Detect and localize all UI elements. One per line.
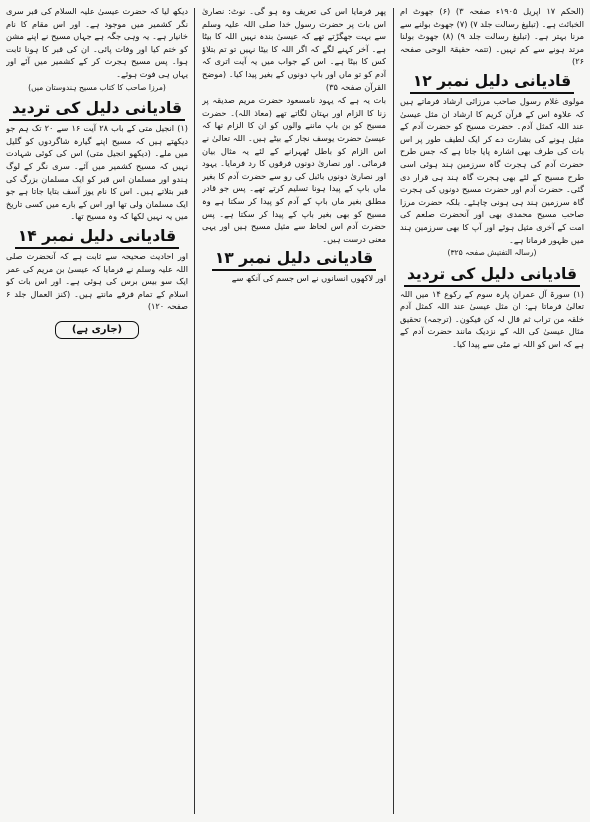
section-heading: قادیانی دلیل کی تردید bbox=[6, 98, 188, 121]
paragraph: (۱) انجیل متی کے باب ۲۸ آیت ۱۶ سے ۲۰ تک ہم جو دیکھتے ہیں کہ مسیح اپنے گیارہ شاگردوں کو گلیل میں ملے۔ (دیکھو انجیل متی) اس کی کوئی شہادت نہیں کہ مسیح کشمیر میں آئے۔ سری نگر کے لوگ ہندو اور مسلمان اس قبر کو ایک مسلمان بزرگ کی قبر بتلاتے ہیں۔ اس کا نام یوز آسف بتایا جاتا ہے جو ایک مسلمان ولی تھا اور اس کے بارے میں کسی تاریخ میں یہ نہیں لکھا کہ وہ مسیح تھا۔ bbox=[6, 123, 188, 222]
reference: (رسالہ التفتیش صفحہ ۳۲۵) bbox=[447, 248, 537, 258]
section-heading: قادیانی دلیل نمبر ۱۲ bbox=[400, 71, 584, 94]
column-divider bbox=[393, 8, 394, 814]
right-column bbox=[400, 5, 584, 816]
continued-box bbox=[6, 321, 188, 340]
section-heading: قادیانی دلیل کی تردید bbox=[400, 264, 584, 287]
reference: (مرزا صاحب کا کتاب مسیح ہندوستان میں) bbox=[28, 82, 166, 92]
paragraph: اور لاکھوں انسانوں نے اس جسم کی آنکھ سے bbox=[231, 273, 386, 284]
paragraph: (الحکم ۱۷ اپریل ۱۹۰۵ء صفحہ ۳) (۶) جھوٹ ام الخبائث ہے۔ (تبلیغ رسالت جلد ۷) (۷) جھوٹ بولنے سے مرنا بہتر ہے۔ (تبلیغ رسالت جلد ۹) (۸) جھوٹ بولنا مرتد ہونے سے کم نہیں۔ (تتمہ حقیقۃ الوحی صفحہ ۲۶) bbox=[400, 6, 584, 67]
middle-column bbox=[202, 5, 386, 816]
paragraph: دیکھ لیا کہ حضرت عیسیٰ علیہ السلام کی قبر سری نگر کشمیر میں موجود ہے۔ اور اس مقام کا نام خانیار ہے۔ یہ وہی جگہ ہے جہاں مسیح نے اپنے مشن کو ختم کیا اور وفات پائی۔ ان کی قبر کا ہونا ثابت ہوا۔ پس مسیح ہجرت کر کے کشمیر میں آئے اور یہاں ہی فوت ہوئے۔ bbox=[6, 6, 188, 79]
left-column bbox=[6, 5, 188, 816]
column-divider bbox=[194, 8, 195, 814]
paragraph: (۱) سورۃ آل عمران پارہ سوم کے رکوع ۱۴ میں اللہ تعالیٰ فرماتا ہے: ان مثل عیسیٰ عند اللہ کمثل آدم خلقہ من تراب ثم قال لہ کن فیکون۔ (ترجمہ) تحقیق مثال عیسیٰ کی اللہ کے نزدیک مانند حضرت آدم کے ہے کہ اس کو اللہ نے مٹی سے پیدا کیا۔ bbox=[400, 288, 584, 350]
paragraph: مولوی غلام رسول صاحب مرزائی ارشاد فرماتے ہیں کہ علاوہ اس کے قرآن کریم کا ارشاد ان مثل عیسیٰ عند اللہ کمثل آدم۔ حضرت مسیح کو حضرت آدم کے مثیل ہونے کی بشارت دے کر ایک لطیف طور پر اس بات کی طرف بھی اشارہ پایا جاتا ہے کہ جس طرح حضرت آدم کی ہجرت گاہ سرزمین ہند ہوئی اسی طرح مسیح کے لئے بھی ہجرت گاہ ہند ہی قرار دی گئی۔ حضرت آدم اور حضرت مسیح دونوں کی ہجرت گاہ سرزمین ہند ہی ہونی چاہئے۔ بلکہ حضرت مرزا صاحب مسیح محمدی بھی اور آنحضرت صلعم کی امت کے آخری مثیل ہوئے اور آپ کا بھی سرزمین ہند میں ظہور فرمانا ہے۔ bbox=[400, 95, 584, 245]
section-heading: قادیانی دلیل نمبر ۱۴ bbox=[6, 226, 188, 249]
paragraph: بات یہ ہے کہ یہود نامسعود حضرت مریم صدیقہ پر زنا کا الزام اور بہتان لگاتے تھے (معاذ اللہ)۔ حضرت مسیح کو بن باپ ماننے والوں کو ان کا الزام تھا کہ عیسیٰ حضرت یوسف نجار کے بیٹے ہیں۔ اللہ تعالیٰ نے اس الزام کو باطل ٹھہرانے کے لئے یہ مثال بیان فرمائی۔ اور نصاریٰ دونوں فرقوں کا رد فرمایا۔ یہود اور نصاریٰ دونوں بائبل کی رو سے حضرت آدم کا بغیر ماں باپ کے پیدا ہونا تسلیم کرتے تھے۔ پس جو قادر مطلق بغیر ماں باپ کے آدم کو پیدا کر سکتا ہے وہ مسیح کو بھی بغیر باپ کے پیدا کر سکتا ہے۔ پس حضرت آدم اس لحاظ سے مثیل مسیح ہیں اور یہی معنی درست ہیں۔ bbox=[202, 95, 386, 244]
paragraph: اور احادیث صحیحہ سے ثابت ہے کہ آنحضرت صلی اللہ علیہ وسلم نے فرمایا کہ عیسیٰ بن مریم کی عمر ایک سو بیس برس کی ہوئی ہے۔ اور اس بات کو اسلام کے تمام فرقے مانتے ہیں۔ (کنز العمال جلد ۶ صفحہ ۱۲۰) bbox=[6, 250, 188, 312]
paragraph: پھر فرمایا اس کی تعریف وہ ہو گی۔ نوٹ: نصاریٰ اس بات پر حضرت رسول خدا صلی اللہ علیہ وسلم سے بہت جھگڑتے تھے کہ عیسیٰ بندہ نہیں اللہ کا بیٹا ہے۔ آخر کہنے لگے کہ اگر اللہ کا بیٹا نہیں تو تم بتلاؤ کس کا بیٹا ہے۔ اس کے جواب میں یہ آیت اتری کہ آدم کو تو ماں اور باپ دونوں کے بغیر پیدا کیا۔ (موضح القرآن صفحہ ۳۵) bbox=[202, 6, 386, 92]
section-heading: قادیانی دلیل نمبر ۱۳ bbox=[202, 248, 386, 271]
continued-label: (جاری ہے) bbox=[55, 321, 139, 340]
